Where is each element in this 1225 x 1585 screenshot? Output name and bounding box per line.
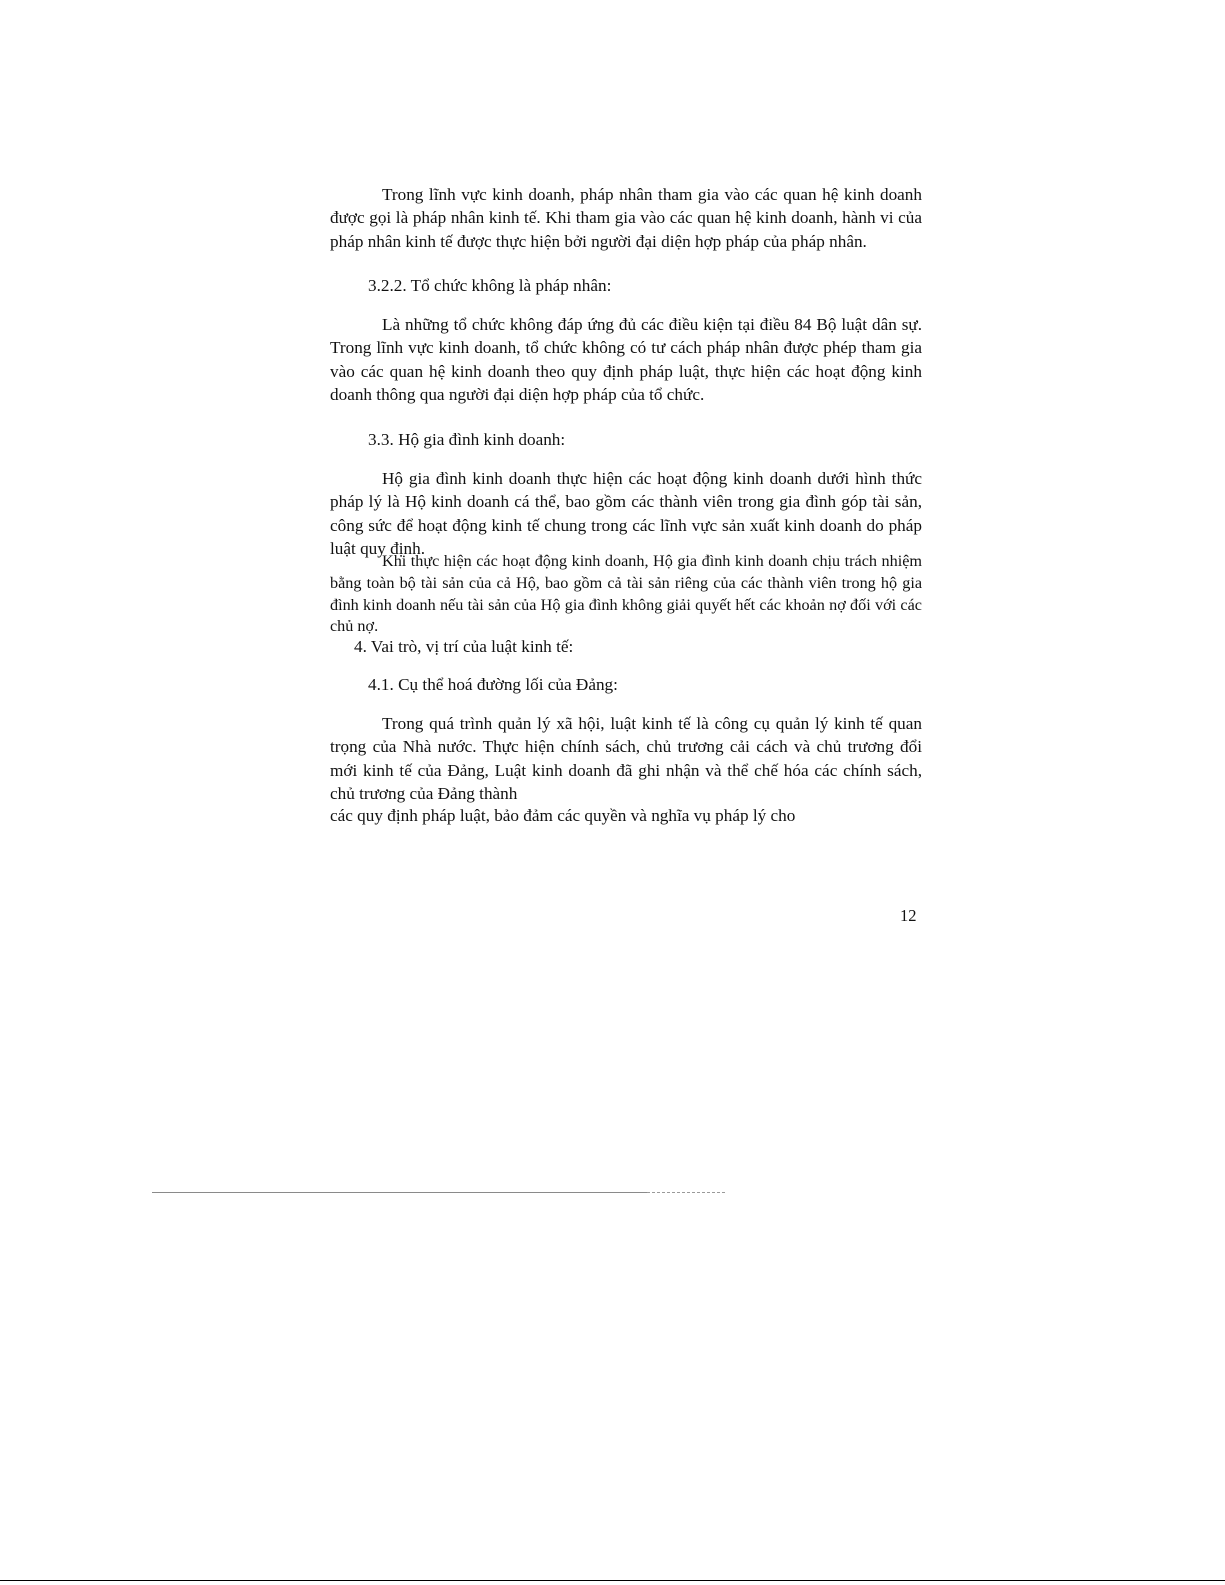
paragraph-non-legal-entity: Là những tổ chức không đáp ứng đủ các điều kiện tại điều 84 Bộ luật dân sự. Trong lĩnh vực kinh doanh, tổ chức không có tư cách pháp nhân được phép tham gia vào các quan hệ kinh doanh theo quy định pháp luật, thực hiện các hoạt động kinh doanh thông qua người đại diện hợp pháp của tổ chức. bbox=[330, 315, 922, 405]
paragraph-household-business: Hộ gia đình kinh doanh thực hiện các hoạt động kinh doanh dưới hình thức pháp lý là Hộ kinh doanh cá thể, bao gồm các thành viên trong gia đình góp tài sản, công sức để hoạt động kinh tế chung trong các lĩnh vực sản xuất kinh doanh do pháp luật quy định. bbox=[330, 469, 922, 559]
paragraph-legal-entity: Trong lĩnh vực kinh doanh, pháp nhân tham gia vào các quan hệ kinh doanh được gọi là pháp nhân kinh tế. Khi tham gia vào các quan hệ kinh doanh, hành vi của pháp nhân kinh tế được thực hiện bởi người đại diện hợp pháp của pháp nhân. bbox=[330, 185, 922, 251]
page-bottom-edge bbox=[0, 1580, 1225, 1581]
heading-4-1: 4.1. Cụ thể hoá đường lối của Đảng: bbox=[368, 675, 618, 694]
paragraph-continuation: các quy định pháp luật, bảo đảm các quyền và nghĩa vụ pháp lý cho bbox=[330, 806, 796, 825]
footer-divider bbox=[152, 1192, 647, 1193]
paragraph-party-policy: Trong quá trình quản lý xã hội, luật kinh tế là công cụ quản lý kinh tế quan trọng của Nhà nước. Thực hiện chính sách, chủ trương cải cách và chủ trương đổi mới kinh tế của Đảng, Luật kinh doanh đã ghi nhận và thể chế hóa các chính sách, chủ trương của Đảng thành bbox=[330, 714, 922, 804]
paragraph-household-liability: Khi thực hiện các hoạt động kinh doanh, Hộ gia đình kinh doanh chịu trách nhiệm bằng toàn bộ tài sản của cả Hộ, bao gồm cả tài sản riêng của các thành viên trong hộ gia đình kinh doanh nếu tài sản của Hộ gia đình không giải quyết hết các khoản nợ đối với các chủ nợ. bbox=[330, 552, 922, 636]
page-number: 12 bbox=[900, 906, 917, 925]
heading-3-3: 3.3. Hộ gia đình kinh doanh: bbox=[368, 430, 566, 449]
heading-4: 4. Vai trò, vị trí của luật kinh tế: bbox=[354, 637, 574, 656]
heading-3-2-2: 3.2.2. Tổ chức không là pháp nhân: bbox=[368, 276, 612, 295]
footer-divider-dashed bbox=[647, 1192, 725, 1193]
